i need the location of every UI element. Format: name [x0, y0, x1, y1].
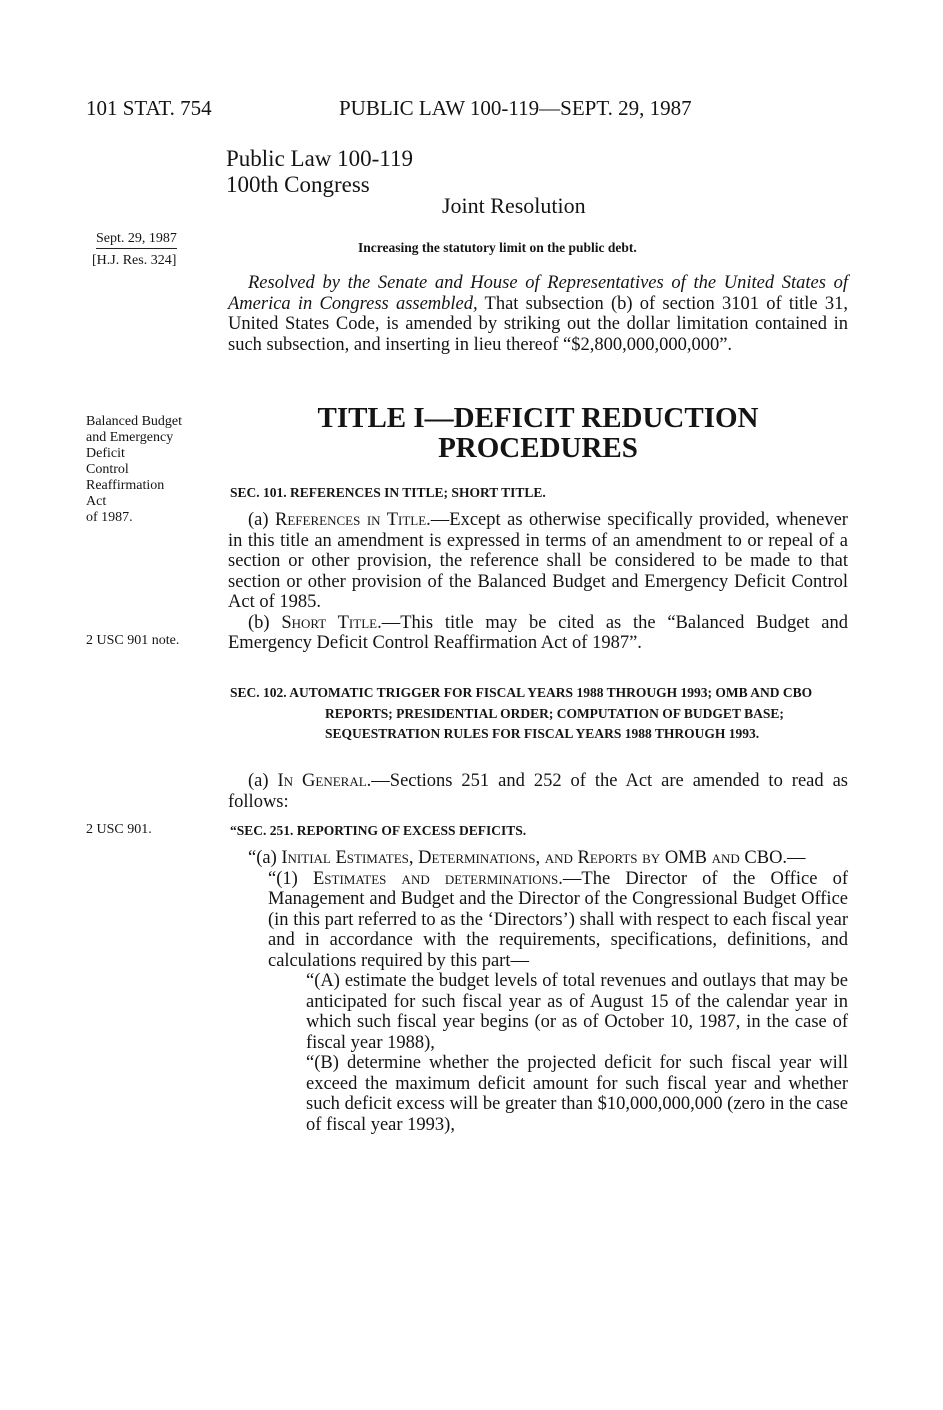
margin-usc: 2 USC 901.: [86, 822, 152, 837]
margin-line: Act: [86, 494, 107, 509]
subsection-label: “(a): [248, 848, 282, 868]
resolved-text: That subsection (b) of section 3101 of title 31, United States Code, is amended by striking out the dollar limitation contained in such subsection, and inserting in lieu thereof “$2,800,000,000,000”.: [228, 293, 848, 355]
subparagraph-b: “(B) determine whether the projected deficit for such fiscal year will exceed the maximum deficit amount for such fiscal year and whether such deficit excess will be greater than $10,000,000,000 (zero in the case of fiscal year 1993),: [306, 1053, 848, 1135]
margin-line: Deficit: [86, 446, 125, 461]
sec-251-body: [228, 848, 848, 1135]
sec-102-body: [228, 771, 848, 812]
paragraph-label: “(1): [268, 868, 313, 889]
margin-bill-number: [H.J. Res. 324]: [92, 253, 177, 268]
subsection-label: (a): [248, 510, 276, 530]
sec-102-heading: [230, 683, 850, 745]
sec-251-heading: “SEC. 251. REPORTING OF EXCESS DEFICITS.: [230, 823, 527, 838]
resolved-italic: Resolved by the Senate and House of Representatives of the United States of America in Congress assembled,: [228, 273, 848, 314]
subsection-caption: Initial Estimates, Determinations, and Reports by: [281, 848, 661, 868]
subsection-text: .—Sections 251 and 252 of the Act are amended to read as follows:: [228, 771, 848, 812]
subsection-caption: References in Title: [275, 510, 427, 530]
sec-101-heading: SEC. 101. REFERENCES IN TITLE; SHORT TITLE.: [230, 485, 546, 500]
margin-line: of 1987.: [86, 510, 133, 525]
margin-line: and Emergency: [86, 430, 174, 445]
running-title: PUBLIC LAW 100-119—SEPT. 29, 1987: [339, 96, 692, 120]
subsection-caption: and: [711, 848, 740, 868]
margin-line: Reaffirmation: [86, 478, 165, 493]
sec-101-body: [228, 510, 848, 654]
subsection-text: OMB: [660, 848, 712, 868]
subsection-text: .—Except as otherwise specifically provided, whenever in this title an amendment is expressed in terms of an amendment to or repeal of a section or other provision, the reference shall be considered to be made to that section or other provision of the Balanced Budget and Emergency Deficit Control Act of 1985.: [228, 510, 848, 612]
joint-resolution-heading: Joint Resolution: [442, 193, 586, 218]
title-heading-line1: TITLE I—DEFICIT REDUCTION: [317, 402, 759, 434]
margin-line: Control: [86, 462, 129, 477]
margin-line: Balanced Budget: [86, 414, 183, 429]
subparagraph-a: “(A) estimate the budget levels of total revenues and outlays that may be anticipated for such fiscal year as of August 15 of the calendar year in which such fiscal year begins (or as of October 10, 1987, in the case of fiscal year 1988),: [306, 971, 848, 1053]
subsection-text: CBO.—: [739, 848, 806, 868]
margin-short-title: [86, 414, 182, 526]
margin-date: Sept. 29, 1987: [96, 231, 177, 249]
title-heading: [228, 403, 848, 463]
paragraph-caption: Estimates and determinations: [312, 868, 559, 889]
public-law-number: Public Law 100-119: [226, 146, 413, 171]
subsection-label: (b): [248, 612, 282, 633]
subsection-caption: In General: [277, 771, 367, 791]
subsection-caption: Short Title: [281, 612, 378, 633]
margin-usc-note: 2 USC 901 note.: [86, 633, 180, 648]
subsection-label: (a): [248, 771, 278, 791]
page-stat-number: 101 STAT. 754: [86, 96, 212, 120]
resolution-subtitle: Increasing the statutory limit on the public debt.: [358, 240, 637, 255]
paragraph-text: .—The Director of the Office of Management and Budget and the Director of the Congressional Budget Office (in this part referred to as the ‘Directors’) shall with respect to each fiscal year and in accordance with the requirements, specifications, definitions, and calculations required by this part—: [268, 868, 848, 971]
subsection-text: .—This title may be cited as the “Balanced Budget and Emergency Deficit Control Reaffirmation Act of 1987”.: [228, 612, 849, 653]
title-heading-line2: PROCEDURES: [438, 432, 638, 464]
sec-102-heading-text: SEC. 102. AUTOMATIC TRIGGER FOR FISCAL YEARS 1988 THROUGH 1993; OMB AND CBO REPORTS; PRESIDENTIAL ORDER; COMPUTATION OF BUDGET BASE; SEQUESTRATION RULES FOR FISCAL YEARS 1988 THROUGH 1993.: [230, 685, 813, 741]
congress-number: 100th Congress: [226, 172, 370, 197]
resolving-clause: [228, 273, 848, 355]
